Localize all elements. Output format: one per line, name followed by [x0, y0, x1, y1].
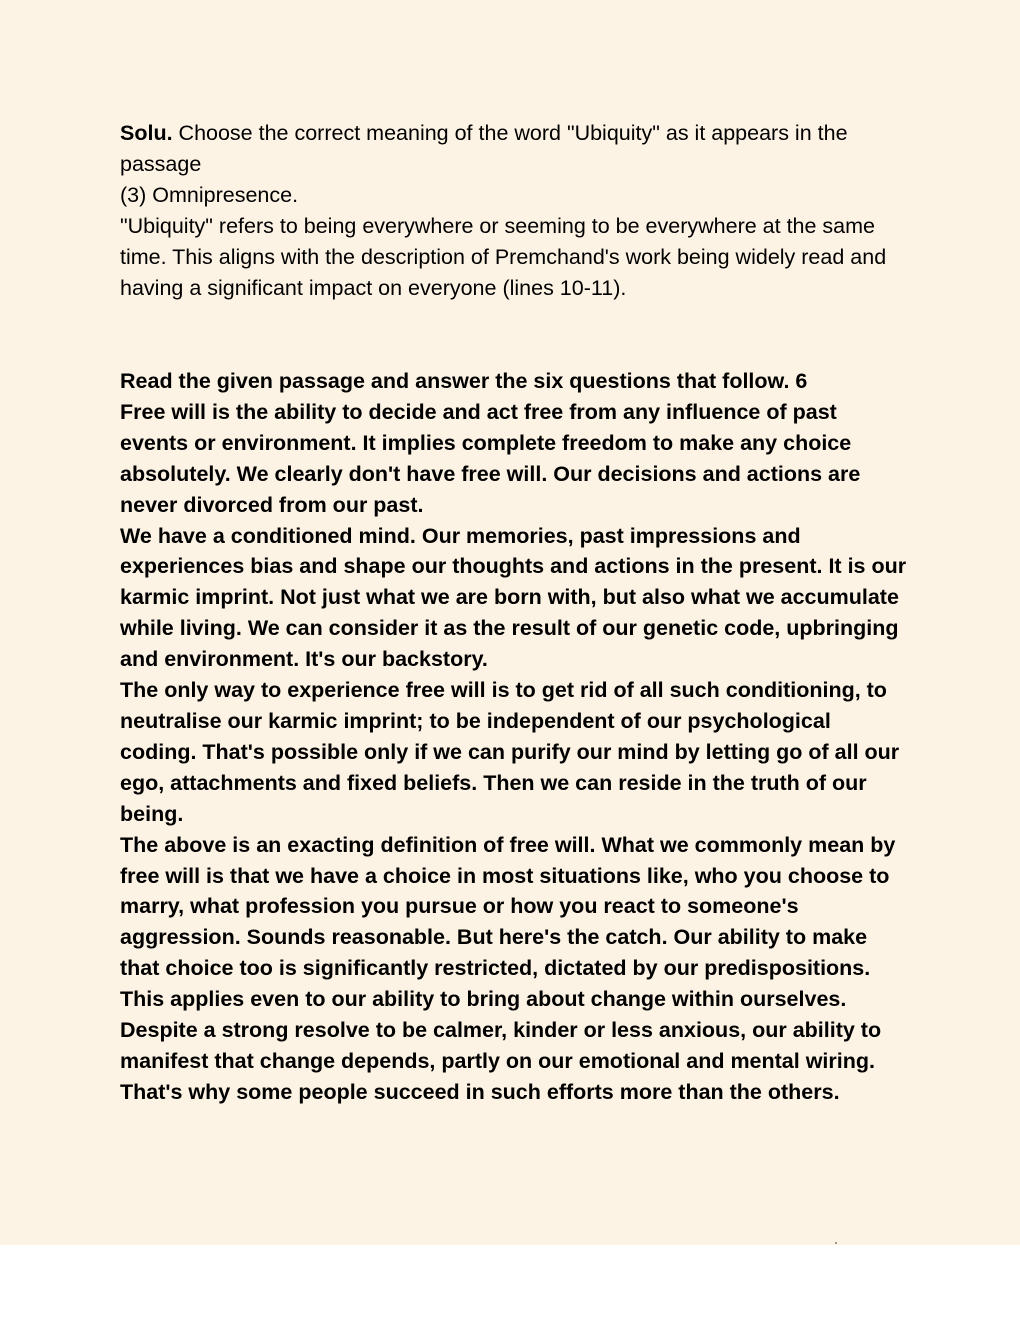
passage-paragraph: We have a conditioned mind. Our memories, past impressions and experiences bias and shape our thoughts and actions in the present. It is our karmic imprint. Not just what we are born with, but also what we accumulate while living. We can consider it as the result of our genetic code, upbringing and environment. It's our backstory.	[120, 523, 907, 672]
passage-instruction: Read the given passage and answer the six questions that follow. 6	[120, 369, 808, 393]
passage-block	[120, 366, 910, 1108]
passage-paragraph: The above is an exacting definition of free will. What we commonly mean by free will is that we have a choice in most situations like, who you choose to marry, what profession you pursue or how you react to someone's aggression. Sounds reasonable. But here's the catch. Our ability to make that choice too is significantly restricted, dictated by our predispositions.	[120, 832, 896, 981]
passage-paragraph: Free will is the ability to decide and act free from any influence of past events or environment. It implies complete freedom to make any choice absolutely. We clearly don't have free will. Our decisions and actions are never divorced from our past.	[120, 399, 861, 517]
passage-paragraph: This applies even to our ability to bring about change within ourselves. Despite a strong resolve to be calmer, kinder or less anxious, our ability to manifest that change depends, partly on our emotional and mental wiring. That's why some people succeed in such efforts more than the others.	[120, 987, 882, 1104]
solution-question	[120, 118, 910, 180]
solution-explanation: "Ubiquity" refers to being everywhere or seeming to be everywhere at the same time. This aligns with the description of Premchand's work being widely read and having a significant impact on everyone (lines 10-11).	[120, 213, 887, 300]
solution-block	[120, 118, 910, 303]
passage-paragraph: The only way to experience free will is to get rid of all such conditioning, to neutralise our karmic imprint; to be independent of our psychological coding. That's possible only if we can purify our mind by letting go of all our ego, attachments and fixed beliefs. Then we can reside in the truth of our being.	[120, 678, 900, 826]
solution-question-text: Choose the correct meaning of the word "Ubiquity" as it appears in the passage	[120, 121, 848, 176]
solution-answer: (3) Omnipresence.	[120, 182, 299, 207]
page-dot-mark	[835, 1242, 837, 1244]
solution-label: Solu.	[120, 121, 173, 145]
